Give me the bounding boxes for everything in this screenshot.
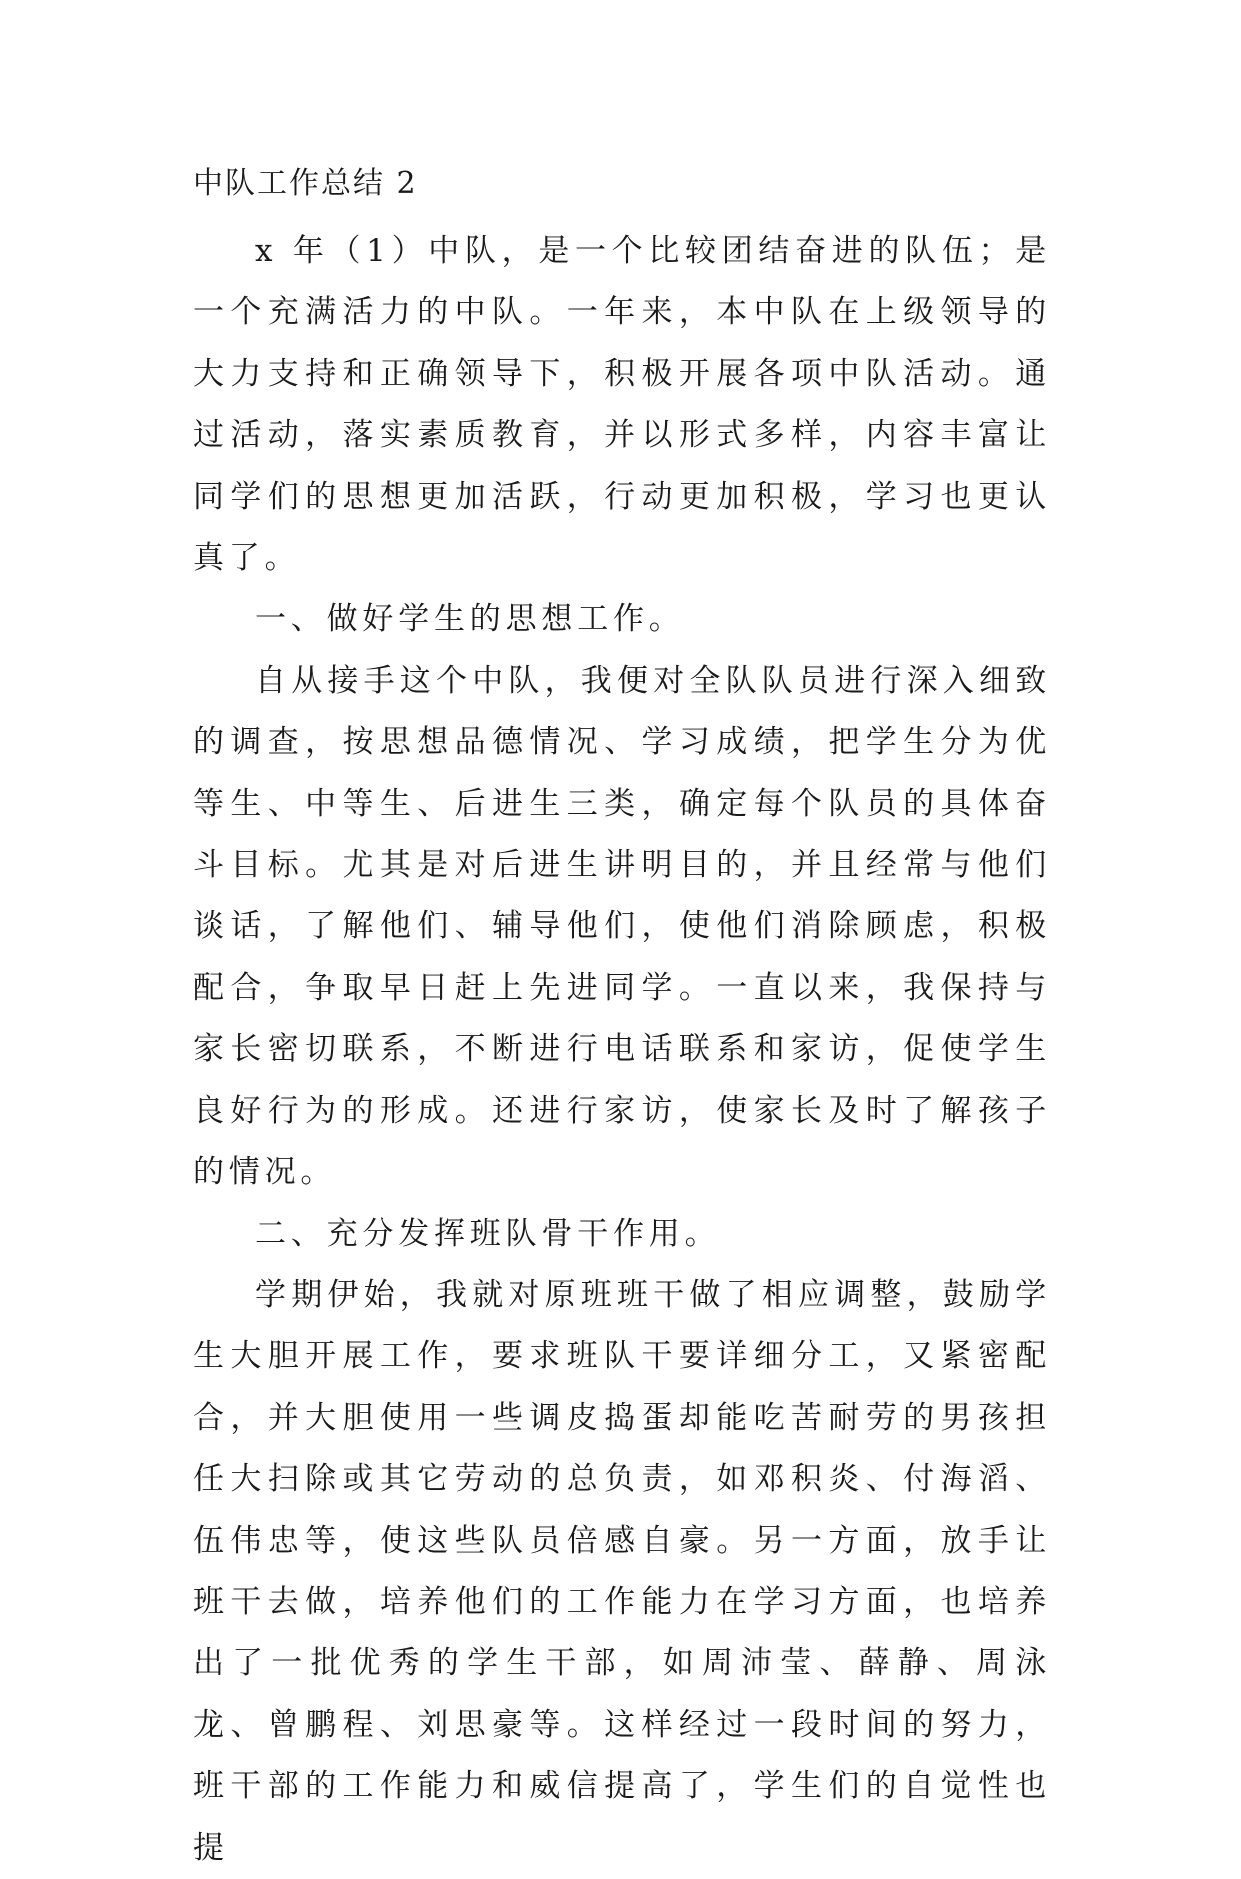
paragraph-section-1: 自从接手这个中队，我便对全队队员进行深入细致的调查，按思想品德情况、学习成绩，把学生分为优等生、中等生、后进生三类，确定每个队员的具体奋斗目标。尤其是对后进生讲明目的，并且经常与他们谈话，了解他们、辅导他们，使他们消除顾虑，积极配合，争取早日赶上先进同学。一直以来，我保持与家长密切联系，不断进行电话联系和家访，促使学生良好行为的形成。还进行家访，使家长及时了解孩子的情况。 [193,662,1051,1191]
paragraph-intro: x 年（1）中队，是一个比较团结奋进的队伍；是一个充满活力的中队。一年来，本中队在上级领导的大力支持和正确领导下，积极开展各项中队活动。通过活动，落实素质教育，并以形式多样，内容丰富让同学们的思想更加活跃，行动更加积极，学习也更认真了。 [193,233,1051,577]
section-heading-2: 二、充分发挥班队骨干作用。 [255,1215,721,1252]
document-body [193,221,1051,1879]
section-heading-1: 一、做好学生的思想工作。 [255,601,685,638]
document-title: 中队工作总结 2 [193,166,418,201]
paragraph-section-2: 学期伊始，我就对原班班干做了相应调整，鼓励学生大胆开展工作，要求班队干要详细分工，又紧密配合，并大胆使用一些调皮捣蛋却能吃苦耐劳的男孩担任大扫除或其它劳动的总负责，如邓积炎、付海滔、伍伟忠等，使这些队员倍感自豪。另一方面，放手让班干去做，培养他们的工作能力在学习方面，也培养出了一批优秀的学生干部，如周沛莹、薛静、周泳龙、曾鹏程、刘思豪等。这样经过一段时间的努力，班干部的工作能力和威信提高了，学生们的自觉性也提 [193,1276,1051,1866]
